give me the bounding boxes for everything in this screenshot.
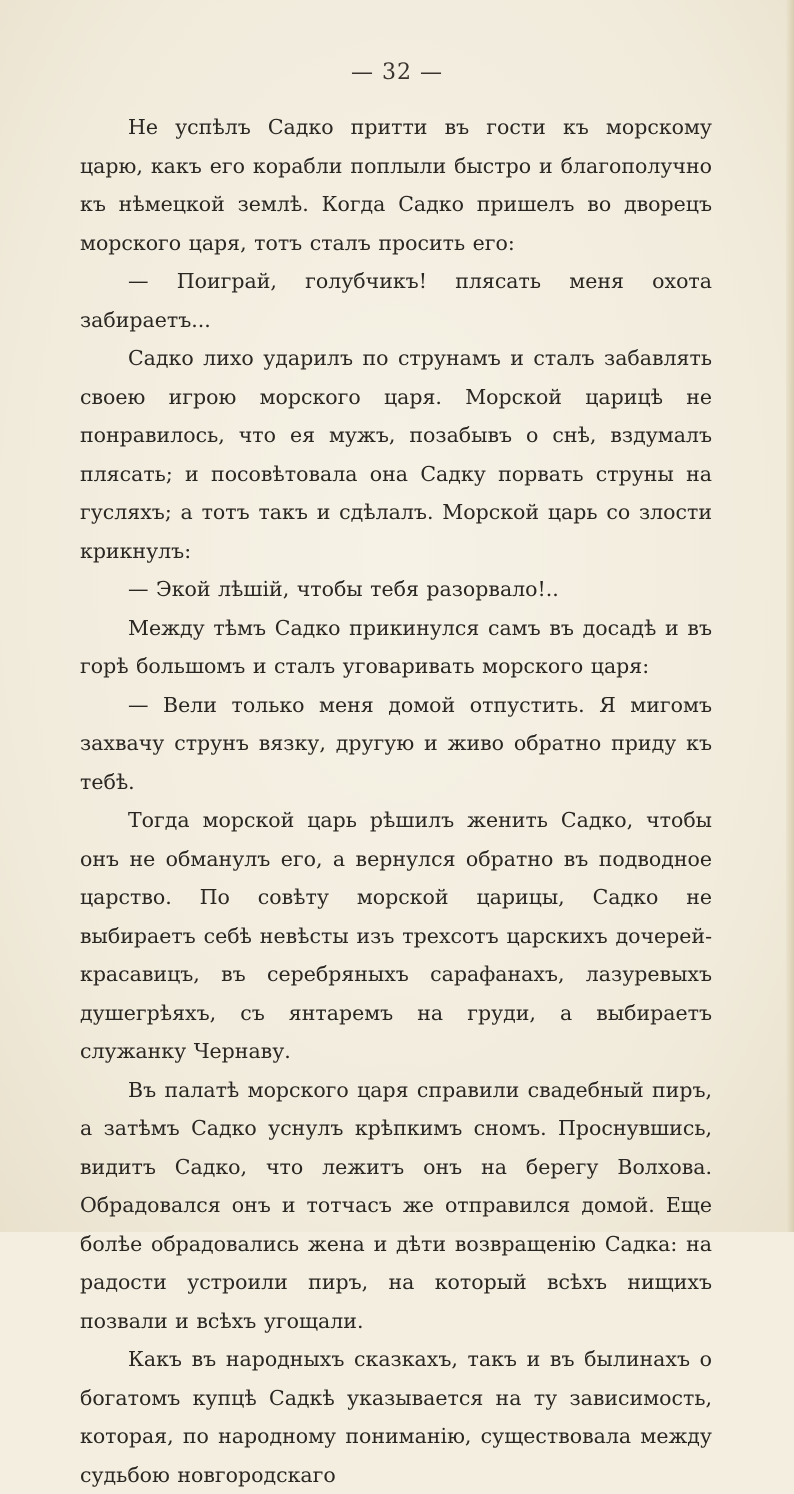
paragraph: — Экой лѣшій, чтобы тебя разорвало!.. [128,577,559,601]
page-edge [786,0,794,1232]
paragraph: Тогда морской царь рѣшилъ женить Садко, чтобы онъ не обманулъ его, а вернулся обратно въ подводное царство. По совѣту морской царицы, Садко не выбираетъ себѣ невѣсты изъ трехсотъ царскихъ дочерей-красавицъ, въ серебряныхъ сарафанахъ, лазуревыхъ душегрѣяхъ, съ янтаремъ на груди, а выбираетъ служанку Чернаву. [80,808,712,1063]
paragraph: Между тѣмъ Садко прикинулся самъ въ досадѣ и въ горѣ большомъ и сталъ уговаривать морского царя: [80,615,712,678]
paragraph: Какъ въ народныхъ сказкахъ, такъ и въ былинахъ о богатомъ купцѣ Садкѣ указывается на ту зависимость, которая, по народному пониманію, существовала между судьбою новгородскаго [80,1347,712,1487]
paragraph: Не успѣлъ Садко притти въ гости къ морскому царю, какъ его корабли поплыли быстро и благополучно къ нѣмецкой землѣ. Когда Садко пришелъ во дворецъ морского царя, тотъ сталъ просить его: [80,115,712,255]
paragraph: — Поиграй, голубчикъ! плясать меня охота забираетъ... [80,269,712,332]
page-number: — 32 — [351,60,443,85]
body-text [80,108,712,1494]
paragraph: Садко лихо ударилъ по струнамъ и сталъ забавлять своею игрою морского царя. Морской царицѣ не понравилось, что ея мужъ, позабывъ о снѣ, вздумалъ плясать; и посовѣтовала она Садку порвать струны на гусляхъ; а тотъ такъ и сдѣлалъ. Морской царь со злости крикнулъ: [80,346,712,563]
paragraph: Въ палатѣ морского царя справили свадебный пиръ, а затѣмъ Садко уснулъ крѣпкимъ сномъ. Проснувшись, видитъ Садко, что лежитъ онъ на берегу Волхова. Обрадовался онъ и тотчасъ же отправился домой. Еще болѣе обрадовались жена и дѣти возвращенію Садка: на радости устроили пиръ, на который всѣхъ нищихъ позвали и всѣхъ угощали. [80,1077,712,1333]
paragraph: — Вели только меня домой отпустить. Я мигомъ захвачу струнъ вязку, другую и живо обратно приду къ тебѣ. [80,692,712,794]
